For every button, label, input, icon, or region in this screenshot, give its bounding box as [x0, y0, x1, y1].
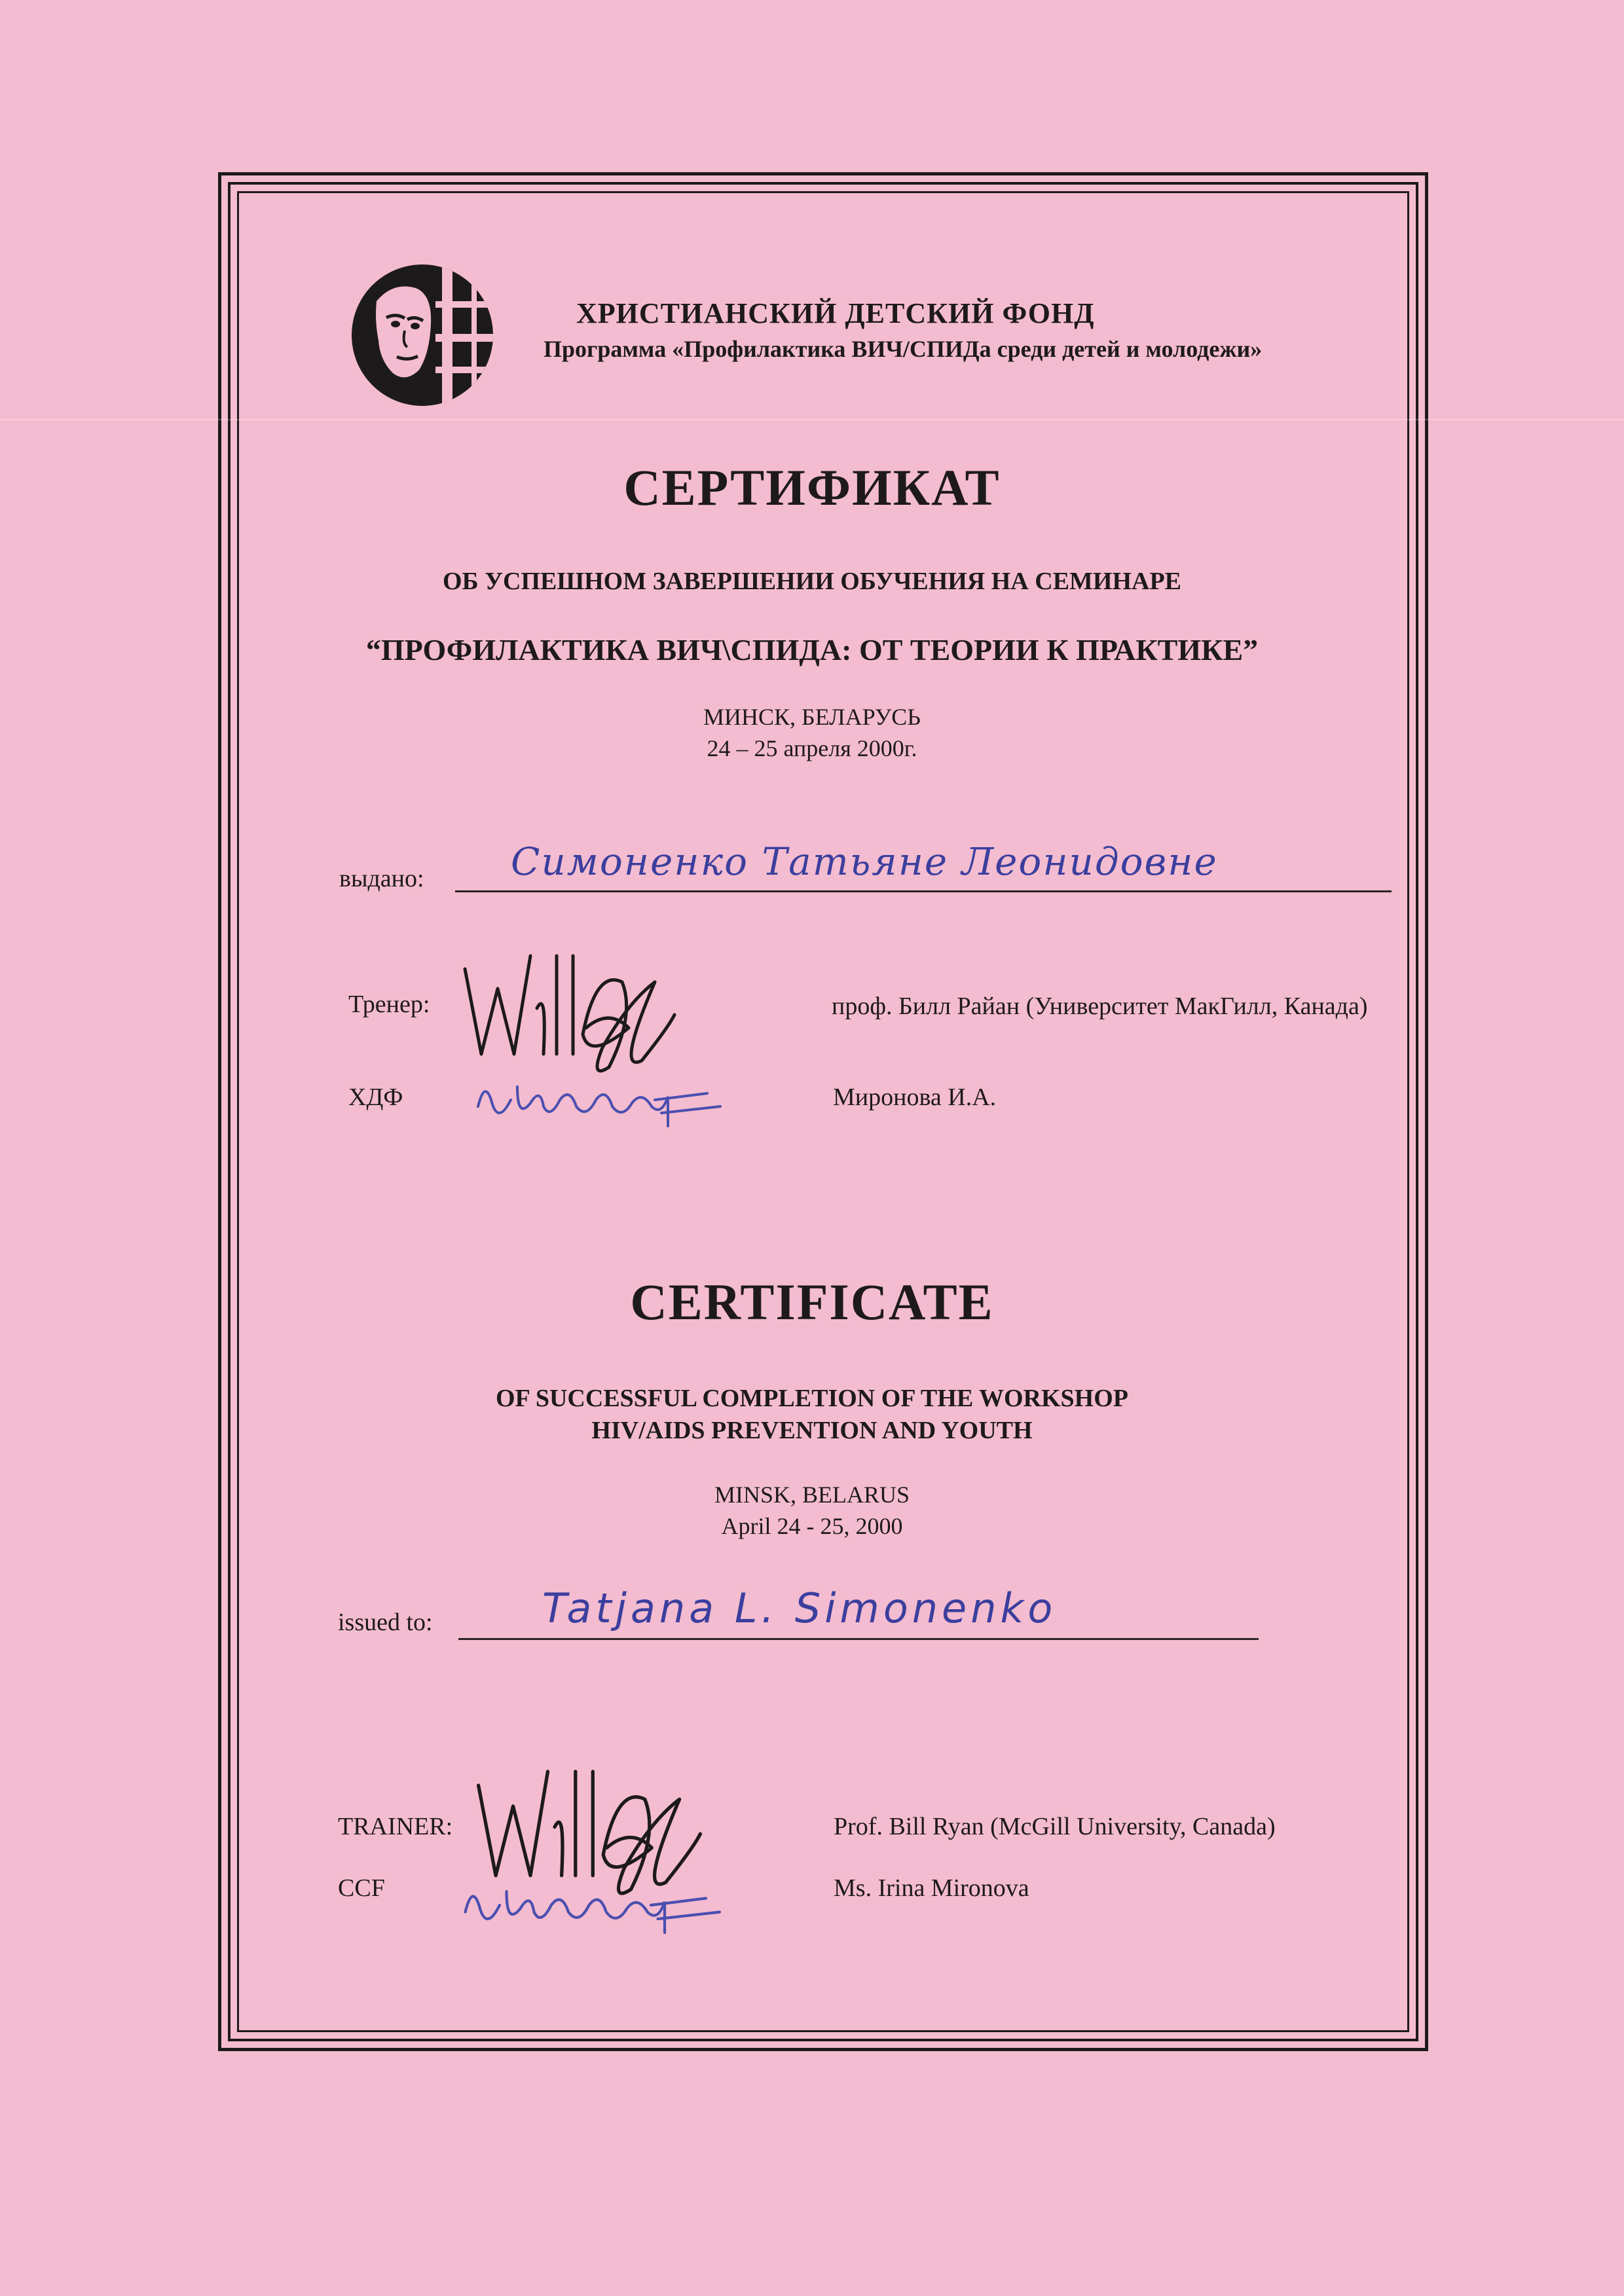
trainer-name-en: Prof. Bill Ryan (McGill University, Canada): [834, 1813, 1276, 1840]
place-ru: МИНСК, БЕЛАРУСЬ: [703, 704, 921, 730]
org-person-ru: Миронова И.А.: [833, 1084, 997, 1111]
org-label-ru: ХДФ: [348, 1084, 403, 1111]
date-en: April 24 - 25, 2000: [721, 1513, 903, 1539]
certificate-subtitle-en-line2: HIV/AIDS PREVENTION AND YOUTH: [591, 1417, 1033, 1444]
trainer-label-ru: Тренер:: [348, 991, 430, 1018]
certificate-subtitle-ru: ОБ УСПЕШНОМ ЗАВЕРШЕНИИ ОБУЧЕНИЯ НА СЕМИНАРЕ: [442, 568, 1182, 595]
org-signature-en: [458, 1866, 733, 1944]
certificate-title-ru: СЕРТИФИКАТ: [623, 459, 1001, 516]
organization-name: ХРИСТИАНСКИЙ ДЕТСКИЙ ФОНД: [576, 297, 1095, 329]
recipient-name-en: Tatjana L. Simonenko: [542, 1584, 1057, 1632]
issued-underline-ru: [455, 890, 1392, 892]
trainer-name-ru: проф. Билл Райан (Университет МакГилл, Канада): [832, 993, 1368, 1020]
fold-line: [0, 419, 1624, 420]
seminar-title-ru: “ПРОФИЛАКТИКА ВИЧ\СПИДА: ОТ ТЕОРИИ К ПРАКТИКЕ”: [365, 633, 1259, 666]
recipient-name-ru: Симоненко Татьяне Леонидовне: [511, 839, 1218, 884]
date-ru: 24 – 25 апреля 2000г.: [707, 735, 917, 761]
organization-logo: [347, 262, 504, 412]
org-label-en: CCF: [338, 1874, 385, 1902]
certificate-title-en: CERTIFICATE: [630, 1273, 994, 1330]
trainer-label-en: TRAINER:: [338, 1813, 453, 1840]
trainer-signature-ru: [458, 930, 681, 1074]
org-signature-ru: [471, 1067, 733, 1133]
org-person-en: Ms. Irina Mironova: [834, 1874, 1029, 1902]
organization-program: Программа «Профилактика ВИЧ/СПИДа среди детей и молодежи»: [544, 336, 1263, 362]
issued-label-en: issued to:: [338, 1609, 433, 1636]
certificate-subtitle-en-line1: OF SUCCESSFUL COMPLETION OF THE WORKSHOP: [496, 1385, 1128, 1412]
place-en: MINSK, BELARUS: [714, 1482, 910, 1508]
issued-label-ru: выдано:: [339, 865, 424, 892]
issued-underline-en: [458, 1638, 1259, 1640]
